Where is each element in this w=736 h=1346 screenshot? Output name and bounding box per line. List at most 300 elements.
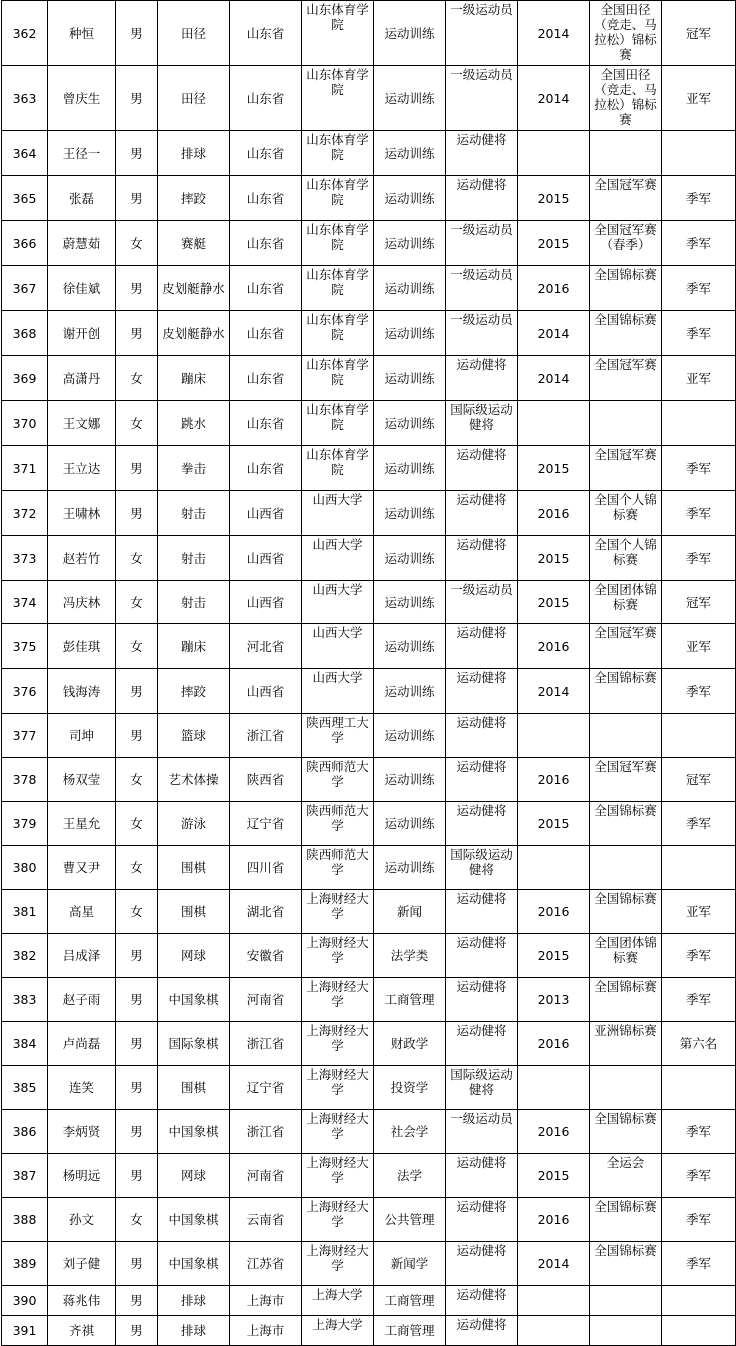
table-row [2, 669, 736, 714]
name-cell: 杨明远 [48, 1154, 116, 1198]
table-row [2, 266, 736, 311]
competition-cell: 全国冠军赛（春季） [590, 221, 662, 266]
gender-cell: 女 [116, 401, 158, 446]
university-cell: 山东体育学院 [302, 266, 374, 311]
athlete-level-cell: 运动健将 [446, 131, 518, 176]
year-cell: 2016 [518, 1022, 590, 1066]
university-cell: 上海大学 [302, 1316, 374, 1346]
major-cell: 投资学 [374, 1066, 446, 1110]
gender-cell: 女 [116, 802, 158, 846]
row-number-cell: 383 [2, 978, 48, 1022]
year-cell: 2016 [518, 624, 590, 669]
competition-cell [590, 1316, 662, 1346]
name-cell: 连笑 [48, 1066, 116, 1110]
province-cell: 山东省 [230, 446, 302, 491]
university-cell: 山东体育学院 [302, 401, 374, 446]
table-row [2, 978, 736, 1022]
table-row [2, 311, 736, 356]
sport-cell: 皮划艇静水 [158, 266, 230, 311]
table-row [2, 131, 736, 176]
row-number-cell: 373 [2, 536, 48, 581]
province-cell: 辽宁省 [230, 802, 302, 846]
athlete-level-cell: 运动健将 [446, 978, 518, 1022]
table-row [2, 758, 736, 802]
athlete-level-cell: 运动健将 [446, 1316, 518, 1346]
province-cell: 山西省 [230, 536, 302, 581]
year-cell: 2016 [518, 1198, 590, 1242]
major-cell: 社会学 [374, 1110, 446, 1154]
major-cell: 运动训练 [374, 1, 446, 66]
major-cell: 法学 [374, 1154, 446, 1198]
sport-cell: 射击 [158, 491, 230, 536]
year-cell: 2015 [518, 446, 590, 491]
athlete-level-cell: 运动健将 [446, 802, 518, 846]
result-cell [662, 1066, 736, 1110]
name-cell: 王星允 [48, 802, 116, 846]
row-number-cell: 371 [2, 446, 48, 491]
name-cell: 齐祺 [48, 1316, 116, 1346]
major-cell: 运动训练 [374, 311, 446, 356]
athlete-level-cell: 一级运动员 [446, 581, 518, 624]
gender-cell: 男 [116, 131, 158, 176]
university-cell: 山东体育学院 [302, 176, 374, 221]
row-number-cell: 364 [2, 131, 48, 176]
province-cell: 安徽省 [230, 934, 302, 978]
year-cell: 2014 [518, 66, 590, 131]
row-number-cell: 363 [2, 66, 48, 131]
year-cell [518, 846, 590, 890]
athlete-level-cell: 国际级运动健将 [446, 846, 518, 890]
name-cell: 高潇丹 [48, 356, 116, 401]
university-cell: 上海财经大学 [302, 1110, 374, 1154]
result-cell: 季军 [662, 446, 736, 491]
year-cell: 2015 [518, 1154, 590, 1198]
gender-cell: 男 [116, 1066, 158, 1110]
year-cell: 2014 [518, 1, 590, 66]
gender-cell: 男 [116, 1022, 158, 1066]
university-cell: 山西大学 [302, 491, 374, 536]
competition-cell: 全国锦标赛 [590, 1242, 662, 1286]
name-cell: 蒋兆伟 [48, 1286, 116, 1316]
table-row [2, 714, 736, 758]
name-cell: 李炳贤 [48, 1110, 116, 1154]
gender-cell: 男 [116, 66, 158, 131]
major-cell: 运动训练 [374, 266, 446, 311]
name-cell: 吕成泽 [48, 934, 116, 978]
result-cell: 季军 [662, 311, 736, 356]
province-cell: 山东省 [230, 356, 302, 401]
gender-cell: 女 [116, 356, 158, 401]
competition-cell: 全国冠军赛 [590, 446, 662, 491]
row-number-cell: 370 [2, 401, 48, 446]
result-cell: 季军 [662, 802, 736, 846]
row-number-cell: 390 [2, 1286, 48, 1316]
province-cell: 山西省 [230, 669, 302, 714]
province-cell: 山东省 [230, 176, 302, 221]
major-cell: 运动训练 [374, 714, 446, 758]
gender-cell: 女 [116, 758, 158, 802]
university-cell: 山东体育学院 [302, 131, 374, 176]
province-cell: 河北省 [230, 624, 302, 669]
year-cell: 2015 [518, 221, 590, 266]
athlete-level-cell: 运动健将 [446, 356, 518, 401]
competition-cell [590, 846, 662, 890]
major-cell: 运动训练 [374, 356, 446, 401]
gender-cell: 女 [116, 221, 158, 266]
athlete-level-cell: 一级运动员 [446, 1110, 518, 1154]
year-cell: 2015 [518, 802, 590, 846]
result-cell: 季军 [662, 1154, 736, 1198]
athlete-level-cell: 运动健将 [446, 1286, 518, 1316]
gender-cell: 男 [116, 1154, 158, 1198]
name-cell: 蔚慧茹 [48, 221, 116, 266]
athlete-level-cell: 一级运动员 [446, 1, 518, 66]
result-cell: 季军 [662, 176, 736, 221]
athlete-level-cell: 运动健将 [446, 1242, 518, 1286]
year-cell: 2016 [518, 758, 590, 802]
name-cell: 彭佳琪 [48, 624, 116, 669]
gender-cell: 男 [116, 1110, 158, 1154]
province-cell: 浙江省 [230, 714, 302, 758]
row-number-cell: 384 [2, 1022, 48, 1066]
major-cell: 运动训练 [374, 401, 446, 446]
university-cell: 陕西师范大学 [302, 802, 374, 846]
result-cell: 冠军 [662, 758, 736, 802]
table-row [2, 401, 736, 446]
gender-cell: 女 [116, 1198, 158, 1242]
province-cell: 山东省 [230, 266, 302, 311]
row-number-cell: 375 [2, 624, 48, 669]
province-cell: 上海市 [230, 1316, 302, 1346]
athlete-level-cell: 运动健将 [446, 714, 518, 758]
table-row [2, 491, 736, 536]
year-cell: 2015 [518, 581, 590, 624]
row-number-cell: 382 [2, 934, 48, 978]
table-row [2, 1022, 736, 1066]
table-row [2, 1316, 736, 1346]
university-cell: 山东体育学院 [302, 66, 374, 131]
major-cell: 运动训练 [374, 581, 446, 624]
row-number-cell: 367 [2, 266, 48, 311]
province-cell: 湖北省 [230, 890, 302, 934]
province-cell: 山东省 [230, 1, 302, 66]
university-cell: 上海财经大学 [302, 1066, 374, 1110]
athlete-level-cell: 运动健将 [446, 669, 518, 714]
gender-cell: 女 [116, 536, 158, 581]
row-number-cell: 369 [2, 356, 48, 401]
competition-cell: 全国锦标赛 [590, 978, 662, 1022]
name-cell: 徐佳斌 [48, 266, 116, 311]
sport-cell: 田径 [158, 66, 230, 131]
sport-cell: 网球 [158, 1154, 230, 1198]
province-cell: 河南省 [230, 978, 302, 1022]
province-cell: 浙江省 [230, 1110, 302, 1154]
gender-cell: 男 [116, 1286, 158, 1316]
sport-cell: 排球 [158, 1286, 230, 1316]
sport-cell: 中国象棋 [158, 1198, 230, 1242]
university-cell: 山东体育学院 [302, 221, 374, 266]
major-cell: 运动训练 [374, 669, 446, 714]
result-cell: 季军 [662, 934, 736, 978]
sport-cell: 游泳 [158, 802, 230, 846]
province-cell: 辽宁省 [230, 1066, 302, 1110]
table-row [2, 1066, 736, 1110]
province-cell: 山东省 [230, 401, 302, 446]
athlete-level-cell: 运动健将 [446, 934, 518, 978]
university-cell: 山东体育学院 [302, 446, 374, 491]
row-number-cell: 365 [2, 176, 48, 221]
major-cell: 法学类 [374, 934, 446, 978]
row-number-cell: 362 [2, 1, 48, 66]
sport-cell: 围棋 [158, 890, 230, 934]
competition-cell: 全国锦标赛 [590, 802, 662, 846]
name-cell: 谢开创 [48, 311, 116, 356]
province-cell: 山东省 [230, 221, 302, 266]
major-cell: 工商管理 [374, 978, 446, 1022]
name-cell: 曾庆生 [48, 66, 116, 131]
athlete-level-cell: 一级运动员 [446, 311, 518, 356]
major-cell: 运动训练 [374, 536, 446, 581]
row-number-cell: 372 [2, 491, 48, 536]
result-cell: 季军 [662, 491, 736, 536]
year-cell [518, 131, 590, 176]
athlete-level-cell: 运动健将 [446, 1154, 518, 1198]
athlete-level-cell: 一级运动员 [446, 221, 518, 266]
name-cell: 王啸林 [48, 491, 116, 536]
table-row [2, 890, 736, 934]
table-row [2, 1154, 736, 1198]
name-cell: 刘子健 [48, 1242, 116, 1286]
result-cell: 第六名 [662, 1022, 736, 1066]
competition-cell: 全国冠军赛 [590, 758, 662, 802]
name-cell: 种恒 [48, 1, 116, 66]
gender-cell: 男 [116, 1, 158, 66]
gender-cell: 男 [116, 266, 158, 311]
result-cell: 冠军 [662, 1, 736, 66]
table-row [2, 846, 736, 890]
sport-cell: 围棋 [158, 1066, 230, 1110]
athlete-level-cell: 国际级运动健将 [446, 401, 518, 446]
row-number-cell: 379 [2, 802, 48, 846]
result-cell [662, 714, 736, 758]
result-cell: 季军 [662, 266, 736, 311]
gender-cell: 女 [116, 890, 158, 934]
athlete-level-cell: 运动健将 [446, 491, 518, 536]
sport-cell: 蹦床 [158, 624, 230, 669]
university-cell: 山西大学 [302, 624, 374, 669]
result-cell: 季军 [662, 1198, 736, 1242]
competition-cell: 全国个人锦标赛 [590, 491, 662, 536]
university-cell: 山东体育学院 [302, 311, 374, 356]
sport-cell: 排球 [158, 1316, 230, 1346]
year-cell [518, 1066, 590, 1110]
name-cell: 王文娜 [48, 401, 116, 446]
table-row [2, 221, 736, 266]
competition-cell [590, 1286, 662, 1316]
result-cell [662, 1316, 736, 1346]
name-cell: 王立达 [48, 446, 116, 491]
sport-cell: 跳水 [158, 401, 230, 446]
sport-cell: 拳击 [158, 446, 230, 491]
competition-cell: 全国锦标赛 [590, 266, 662, 311]
province-cell: 陕西省 [230, 758, 302, 802]
name-cell: 赵若竹 [48, 536, 116, 581]
year-cell [518, 714, 590, 758]
table-row [2, 802, 736, 846]
major-cell: 运动训练 [374, 131, 446, 176]
sport-cell: 篮球 [158, 714, 230, 758]
year-cell: 2016 [518, 491, 590, 536]
sport-cell: 中国象棋 [158, 1242, 230, 1286]
result-cell: 季军 [662, 221, 736, 266]
year-cell: 2015 [518, 934, 590, 978]
result-cell: 亚军 [662, 356, 736, 401]
name-cell: 钱海涛 [48, 669, 116, 714]
athlete-level-cell: 运动健将 [446, 758, 518, 802]
university-cell: 上海财经大学 [302, 890, 374, 934]
name-cell: 杨双莹 [48, 758, 116, 802]
athlete-level-cell: 运动健将 [446, 1022, 518, 1066]
row-number-cell: 388 [2, 1198, 48, 1242]
name-cell: 孙文 [48, 1198, 116, 1242]
table-row [2, 446, 736, 491]
sport-cell: 围棋 [158, 846, 230, 890]
major-cell: 财政学 [374, 1022, 446, 1066]
athlete-level-cell: 运动健将 [446, 624, 518, 669]
result-cell [662, 1286, 736, 1316]
year-cell [518, 1286, 590, 1316]
province-cell: 上海市 [230, 1286, 302, 1316]
major-cell: 运动训练 [374, 758, 446, 802]
year-cell: 2016 [518, 1110, 590, 1154]
result-cell [662, 131, 736, 176]
row-number-cell: 391 [2, 1316, 48, 1346]
gender-cell: 男 [116, 176, 158, 221]
competition-cell [590, 1066, 662, 1110]
year-cell: 2014 [518, 356, 590, 401]
name-cell: 曹又尹 [48, 846, 116, 890]
year-cell: 2014 [518, 1242, 590, 1286]
university-cell: 陕西理工大学 [302, 714, 374, 758]
university-cell: 上海财经大学 [302, 978, 374, 1022]
sport-cell: 摔跤 [158, 176, 230, 221]
university-cell: 山西大学 [302, 581, 374, 624]
athlete-level-cell: 运动健将 [446, 536, 518, 581]
university-cell: 山西大学 [302, 669, 374, 714]
result-cell: 亚军 [662, 890, 736, 934]
sport-cell: 蹦床 [158, 356, 230, 401]
result-cell [662, 846, 736, 890]
row-number-cell: 381 [2, 890, 48, 934]
name-cell: 卢尚磊 [48, 1022, 116, 1066]
province-cell: 山西省 [230, 581, 302, 624]
row-number-cell: 387 [2, 1154, 48, 1198]
result-cell: 季军 [662, 669, 736, 714]
athlete-level-cell: 运动健将 [446, 890, 518, 934]
row-number-cell: 377 [2, 714, 48, 758]
table-row [2, 624, 736, 669]
table-row [2, 1242, 736, 1286]
result-cell: 亚军 [662, 66, 736, 131]
gender-cell: 男 [116, 446, 158, 491]
university-cell: 上海财经大学 [302, 1198, 374, 1242]
table-row [2, 581, 736, 624]
athlete-level-cell: 一级运动员 [446, 266, 518, 311]
table-row [2, 1286, 736, 1316]
sport-cell: 田径 [158, 1, 230, 66]
result-cell [662, 401, 736, 446]
university-cell: 陕西师范大学 [302, 758, 374, 802]
sport-cell: 中国象棋 [158, 1110, 230, 1154]
name-cell: 张磊 [48, 176, 116, 221]
university-cell: 上海财经大学 [302, 1154, 374, 1198]
province-cell: 江苏省 [230, 1242, 302, 1286]
competition-cell: 全国锦标赛 [590, 1198, 662, 1242]
sport-cell: 皮划艇静水 [158, 311, 230, 356]
university-cell: 山东体育学院 [302, 1, 374, 66]
major-cell: 新闻 [374, 890, 446, 934]
major-cell: 公共管理 [374, 1198, 446, 1242]
name-cell: 高星 [48, 890, 116, 934]
competition-cell: 全国冠军赛 [590, 624, 662, 669]
competition-cell [590, 131, 662, 176]
table-row [2, 356, 736, 401]
major-cell: 新闻学 [374, 1242, 446, 1286]
gender-cell: 女 [116, 846, 158, 890]
sport-cell: 网球 [158, 934, 230, 978]
result-cell: 季军 [662, 1242, 736, 1286]
name-cell: 赵子雨 [48, 978, 116, 1022]
major-cell: 运动训练 [374, 221, 446, 266]
year-cell: 2015 [518, 536, 590, 581]
athlete-level-cell: 运动健将 [446, 446, 518, 491]
year-cell [518, 1316, 590, 1346]
competition-cell: 全国团体锦标赛 [590, 581, 662, 624]
table-row [2, 1198, 736, 1242]
competition-cell: 亚洲锦标赛 [590, 1022, 662, 1066]
competition-cell: 全国田径（竞走、马拉松）锦标赛 [590, 1, 662, 66]
university-cell: 上海财经大学 [302, 1022, 374, 1066]
competition-cell: 全国团体锦标赛 [590, 934, 662, 978]
gender-cell: 男 [116, 714, 158, 758]
table-row [2, 934, 736, 978]
table-row [2, 1, 736, 66]
athlete-level-cell: 运动健将 [446, 176, 518, 221]
year-cell: 2013 [518, 978, 590, 1022]
competition-cell: 全国冠军赛 [590, 176, 662, 221]
province-cell: 山西省 [230, 491, 302, 536]
row-number-cell: 368 [2, 311, 48, 356]
year-cell [518, 401, 590, 446]
sport-cell: 艺术体操 [158, 758, 230, 802]
row-number-cell: 380 [2, 846, 48, 890]
name-cell: 司坤 [48, 714, 116, 758]
row-number-cell: 385 [2, 1066, 48, 1110]
university-cell: 上海大学 [302, 1286, 374, 1316]
result-cell: 亚军 [662, 624, 736, 669]
table-row [2, 176, 736, 221]
province-cell: 四川省 [230, 846, 302, 890]
university-cell: 上海财经大学 [302, 934, 374, 978]
row-number-cell: 378 [2, 758, 48, 802]
competition-cell [590, 401, 662, 446]
competition-cell: 全国田径（竞走、马拉松）锦标赛 [590, 66, 662, 131]
result-cell: 冠军 [662, 581, 736, 624]
competition-cell: 全国锦标赛 [590, 311, 662, 356]
gender-cell: 女 [116, 581, 158, 624]
athlete-level-cell: 一级运动员 [446, 66, 518, 131]
competition-cell: 全国锦标赛 [590, 890, 662, 934]
